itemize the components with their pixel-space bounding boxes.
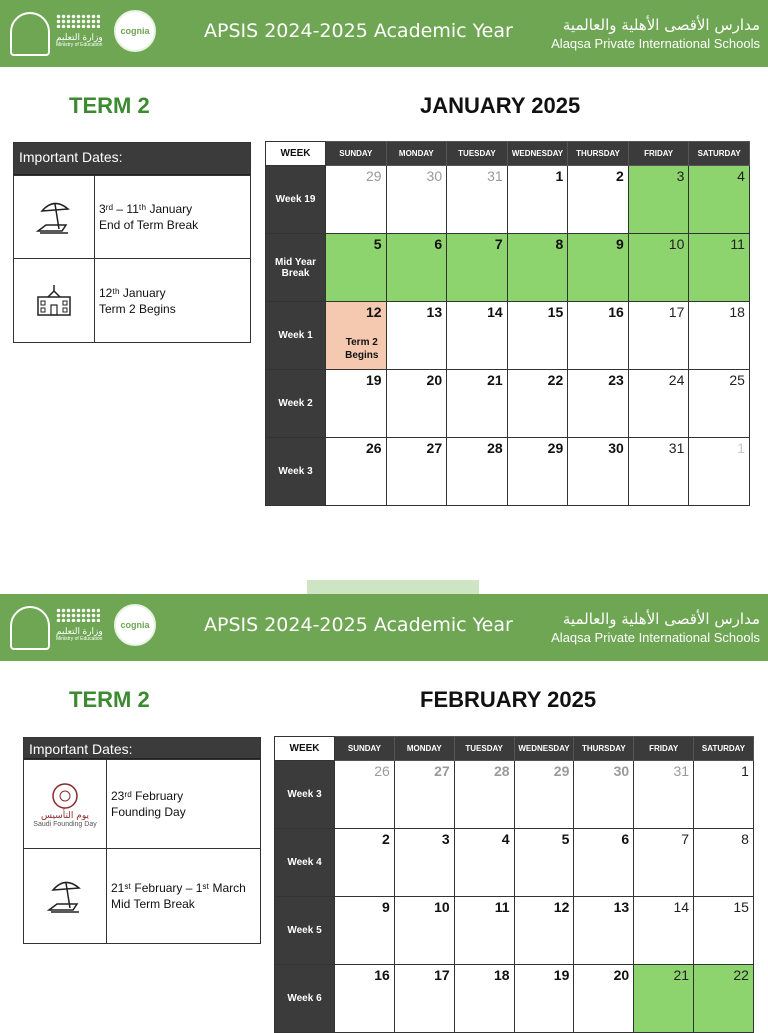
day-cell <box>634 761 694 829</box>
ministry-logo <box>56 14 108 54</box>
school-name-arabic: مدارس الأقصى الأهلية والعالمية <box>562 16 760 34</box>
ministry-dots-icon <box>56 14 100 28</box>
week-label: Week 2 <box>266 370 326 438</box>
day-cell <box>507 302 568 370</box>
day-number: 30 <box>426 168 443 184</box>
day-cell <box>447 438 508 506</box>
day-note: Term 2 Begins <box>345 337 379 361</box>
day-cell <box>514 897 574 965</box>
day-number: 29 <box>365 168 382 184</box>
date-single: 12ᵗʰ January <box>99 285 166 300</box>
day-number: 9 <box>616 236 624 252</box>
day-number: 20 <box>613 967 630 983</box>
day-column-header: FRIDAY <box>634 737 694 761</box>
day-number: 17 <box>434 967 450 983</box>
day-number: 22 <box>733 967 749 983</box>
day-cell <box>574 829 634 897</box>
calendar-february <box>274 736 754 1033</box>
day-number: 25 <box>729 372 745 388</box>
day-number: 21 <box>673 967 690 983</box>
day-number: 11 <box>494 899 510 915</box>
day-cell <box>694 761 754 829</box>
day-number: 19 <box>365 372 382 388</box>
ministry-dots-icon <box>56 608 100 622</box>
day-cell <box>335 897 395 965</box>
week-label: Mid Year Break <box>266 234 326 302</box>
calendar-week-row <box>275 829 754 897</box>
ministry-english: Ministry of Education <box>56 636 103 642</box>
day-number: 31 <box>673 763 690 779</box>
date-event: End of Term Break <box>99 218 199 232</box>
day-number: 30 <box>613 763 630 779</box>
day-column-header: MONDAY <box>394 737 454 761</box>
day-cell <box>394 829 454 897</box>
day-number: 28 <box>493 763 510 779</box>
day-number: 27 <box>426 440 443 456</box>
day-number: 11 <box>730 236 745 252</box>
beach-chair-icon <box>14 176 95 258</box>
day-cell <box>394 965 454 1033</box>
day-cell <box>568 234 629 302</box>
day-cell <box>568 438 629 506</box>
day-number: 19 <box>553 967 570 983</box>
day-cell <box>454 965 514 1033</box>
day-cell <box>507 370 568 438</box>
calendar-week-row <box>266 438 750 506</box>
day-column-header: MONDAY <box>386 142 447 166</box>
day-number: 20 <box>426 372 443 388</box>
week-label: Week 5 <box>275 897 335 965</box>
day-cell <box>326 234 387 302</box>
day-cell <box>326 302 387 370</box>
day-number: 1 <box>737 440 745 456</box>
school-name-english: Alaqsa Private International Schools <box>551 36 760 51</box>
day-number: 30 <box>608 440 624 456</box>
week-label: Week 4 <box>275 829 335 897</box>
day-number: 4 <box>737 168 745 184</box>
day-column-header: FRIDAY <box>628 142 689 166</box>
page-header <box>0 0 768 67</box>
day-number: 22 <box>547 372 564 388</box>
week-label: Week 3 <box>266 438 326 506</box>
date-range: 3ʳᵈ – 11ᵗʰ January <box>99 202 193 216</box>
date-event: Term 2 Begins <box>99 301 176 316</box>
day-number: 2 <box>616 168 624 184</box>
day-cell <box>634 965 694 1033</box>
day-cell <box>447 302 508 370</box>
ministry-english: Ministry of Education <box>56 42 103 48</box>
beach-chair-icon <box>24 849 107 943</box>
day-number: 10 <box>668 236 685 252</box>
calendar-january <box>265 141 750 506</box>
term-title: TERM 2 <box>69 93 150 118</box>
day-cell <box>335 965 395 1033</box>
day-cell <box>454 829 514 897</box>
day-cell <box>386 370 447 438</box>
day-column-header: SUNDAY <box>335 737 395 761</box>
day-number: 15 <box>733 899 749 915</box>
important-dates-box <box>23 737 261 944</box>
day-number: 18 <box>729 304 745 320</box>
day-number: 8 <box>555 236 564 252</box>
important-date-item <box>24 759 260 848</box>
day-number: 12 <box>553 899 570 915</box>
day-column-header: TUESDAY <box>454 737 514 761</box>
day-cell <box>386 166 447 234</box>
ministry-logo <box>56 608 108 648</box>
day-cell <box>568 370 629 438</box>
day-cell <box>628 234 689 302</box>
logo-group <box>10 10 160 58</box>
day-number: 3 <box>441 831 450 847</box>
day-cell <box>568 302 629 370</box>
school-name-english: Alaqsa Private International Schools <box>551 630 760 645</box>
date-single: 23ʳᵈ February <box>111 789 184 803</box>
day-cell <box>574 897 634 965</box>
page-divider <box>307 580 479 594</box>
day-cell <box>694 829 754 897</box>
date-event: Mid Term Break <box>111 897 195 911</box>
day-cell <box>326 438 387 506</box>
day-number: 16 <box>608 304 624 320</box>
day-cell <box>694 965 754 1033</box>
day-number: 26 <box>374 763 390 779</box>
day-cell <box>568 166 629 234</box>
day-number: 28 <box>487 440 503 456</box>
day-cell <box>507 438 568 506</box>
cognia-logo: cognia <box>114 604 156 646</box>
day-number: 5 <box>561 831 570 847</box>
day-number: 16 <box>374 967 390 983</box>
day-number: 13 <box>613 899 630 915</box>
day-cell <box>628 370 689 438</box>
day-cell <box>394 761 454 829</box>
term-title: TERM 2 <box>69 687 150 712</box>
day-number: 1 <box>555 168 564 184</box>
date-range: 21ˢᵗ February – 1ˢᵗ March <box>111 881 246 895</box>
month-title: JANUARY 2025 <box>420 93 581 118</box>
calendar-week-row <box>266 166 750 234</box>
week-column-header: WEEK <box>266 142 326 166</box>
school-name-arabic: مدارس الأقصى الأهلية والعالمية <box>562 610 760 628</box>
day-cell <box>394 897 454 965</box>
day-cell <box>454 897 514 965</box>
day-cell <box>689 302 750 370</box>
day-cell <box>514 965 574 1033</box>
week-label: Week 19 <box>266 166 326 234</box>
day-number: 10 <box>434 899 450 915</box>
day-cell <box>628 302 689 370</box>
day-number: 31 <box>668 440 685 456</box>
day-cell <box>634 897 694 965</box>
day-cell <box>689 370 750 438</box>
day-column-header: THURSDAY <box>568 142 629 166</box>
day-cell <box>386 234 447 302</box>
day-number: 5 <box>373 236 382 252</box>
day-number: 3 <box>676 168 685 184</box>
calendar-week-row <box>275 965 754 1033</box>
day-number: 6 <box>621 831 630 847</box>
day-number: 17 <box>668 304 685 320</box>
calendar-header-row <box>275 737 754 761</box>
day-number: 6 <box>434 236 443 252</box>
day-number: 27 <box>434 763 450 779</box>
day-number: 8 <box>741 831 749 847</box>
day-cell <box>326 166 387 234</box>
day-column-header: THURSDAY <box>574 737 634 761</box>
calendar-week-row <box>266 370 750 438</box>
school-building-icon <box>14 259 95 342</box>
day-number: 4 <box>501 831 510 847</box>
week-label: Week 6 <box>275 965 335 1033</box>
week-column-header: WEEK <box>275 737 335 761</box>
day-number: 2 <box>382 831 390 847</box>
calendar-week-row <box>275 897 754 965</box>
day-cell <box>326 370 387 438</box>
week-label: Week 1 <box>266 302 326 370</box>
day-cell <box>447 370 508 438</box>
page-header <box>0 594 768 661</box>
date-event: Founding Day <box>111 805 186 819</box>
month-title: FEBRUARY 2025 <box>420 687 597 712</box>
day-number: 24 <box>668 372 685 388</box>
important-dates-title: Important Dates: <box>24 738 260 759</box>
day-number: 14 <box>487 304 503 320</box>
day-number: 31 <box>487 168 503 184</box>
ministry-arabic: وزارة التعليم <box>56 626 103 636</box>
important-dates-title: Important Dates: <box>14 143 250 175</box>
day-cell <box>689 438 750 506</box>
day-cell <box>454 761 514 829</box>
important-date-item <box>14 175 250 258</box>
day-cell <box>689 234 750 302</box>
calendar-week-row <box>266 234 750 302</box>
calendar-header-row <box>266 142 750 166</box>
week-label: Week 3 <box>275 761 335 829</box>
important-date-item <box>14 258 250 342</box>
day-number: 15 <box>547 304 564 320</box>
founding-day-english: Saudi Founding Day <box>33 820 97 828</box>
day-number: 7 <box>494 236 503 252</box>
day-cell <box>514 829 574 897</box>
day-cell <box>628 438 689 506</box>
day-number: 23 <box>608 372 624 388</box>
day-column-header: SATURDAY <box>689 142 750 166</box>
day-cell <box>507 166 568 234</box>
day-number: 12 <box>365 304 382 320</box>
day-column-header: SATURDAY <box>694 737 754 761</box>
day-number: 29 <box>547 440 564 456</box>
day-cell <box>447 234 508 302</box>
calendar-week-row <box>266 302 750 370</box>
logo-group <box>10 604 160 652</box>
day-number: 14 <box>673 899 690 915</box>
day-number: 13 <box>426 304 443 320</box>
cognia-logo: cognia <box>114 10 156 52</box>
header-title: APSIS 2024-2025 Academic Year <box>204 614 513 636</box>
day-number: 7 <box>681 831 690 847</box>
day-number: 29 <box>553 763 570 779</box>
day-cell <box>689 166 750 234</box>
day-column-header: TUESDAY <box>447 142 508 166</box>
important-dates-box <box>13 142 251 343</box>
day-number: 26 <box>365 440 382 456</box>
day-number: 9 <box>382 899 390 915</box>
day-cell <box>386 438 447 506</box>
day-column-header: SUNDAY <box>326 142 387 166</box>
day-cell <box>386 302 447 370</box>
day-cell <box>694 897 754 965</box>
header-title: APSIS 2024-2025 Academic Year <box>204 20 513 42</box>
day-cell <box>335 761 395 829</box>
day-cell <box>507 234 568 302</box>
day-cell <box>447 166 508 234</box>
day-cell <box>514 761 574 829</box>
important-date-item <box>24 848 260 943</box>
ministry-arabic: وزارة التعليم <box>56 32 103 42</box>
day-cell <box>634 829 694 897</box>
day-number: 21 <box>487 372 503 388</box>
day-number: 18 <box>493 967 510 983</box>
day-cell <box>574 965 634 1033</box>
calendar-week-row <box>275 761 754 829</box>
day-column-header: WEDNESDAY <box>507 142 568 166</box>
founding-day-arabic: يوم التأسيس <box>40 810 90 821</box>
day-column-header: WEDNESDAY <box>514 737 574 761</box>
day-cell <box>574 761 634 829</box>
day-cell <box>628 166 689 234</box>
day-number: 1 <box>741 763 749 779</box>
aqsa-emblem-icon <box>10 12 50 56</box>
aqsa-emblem-icon <box>10 606 50 650</box>
day-cell <box>335 829 395 897</box>
founding-day-logo-icon <box>24 760 107 848</box>
